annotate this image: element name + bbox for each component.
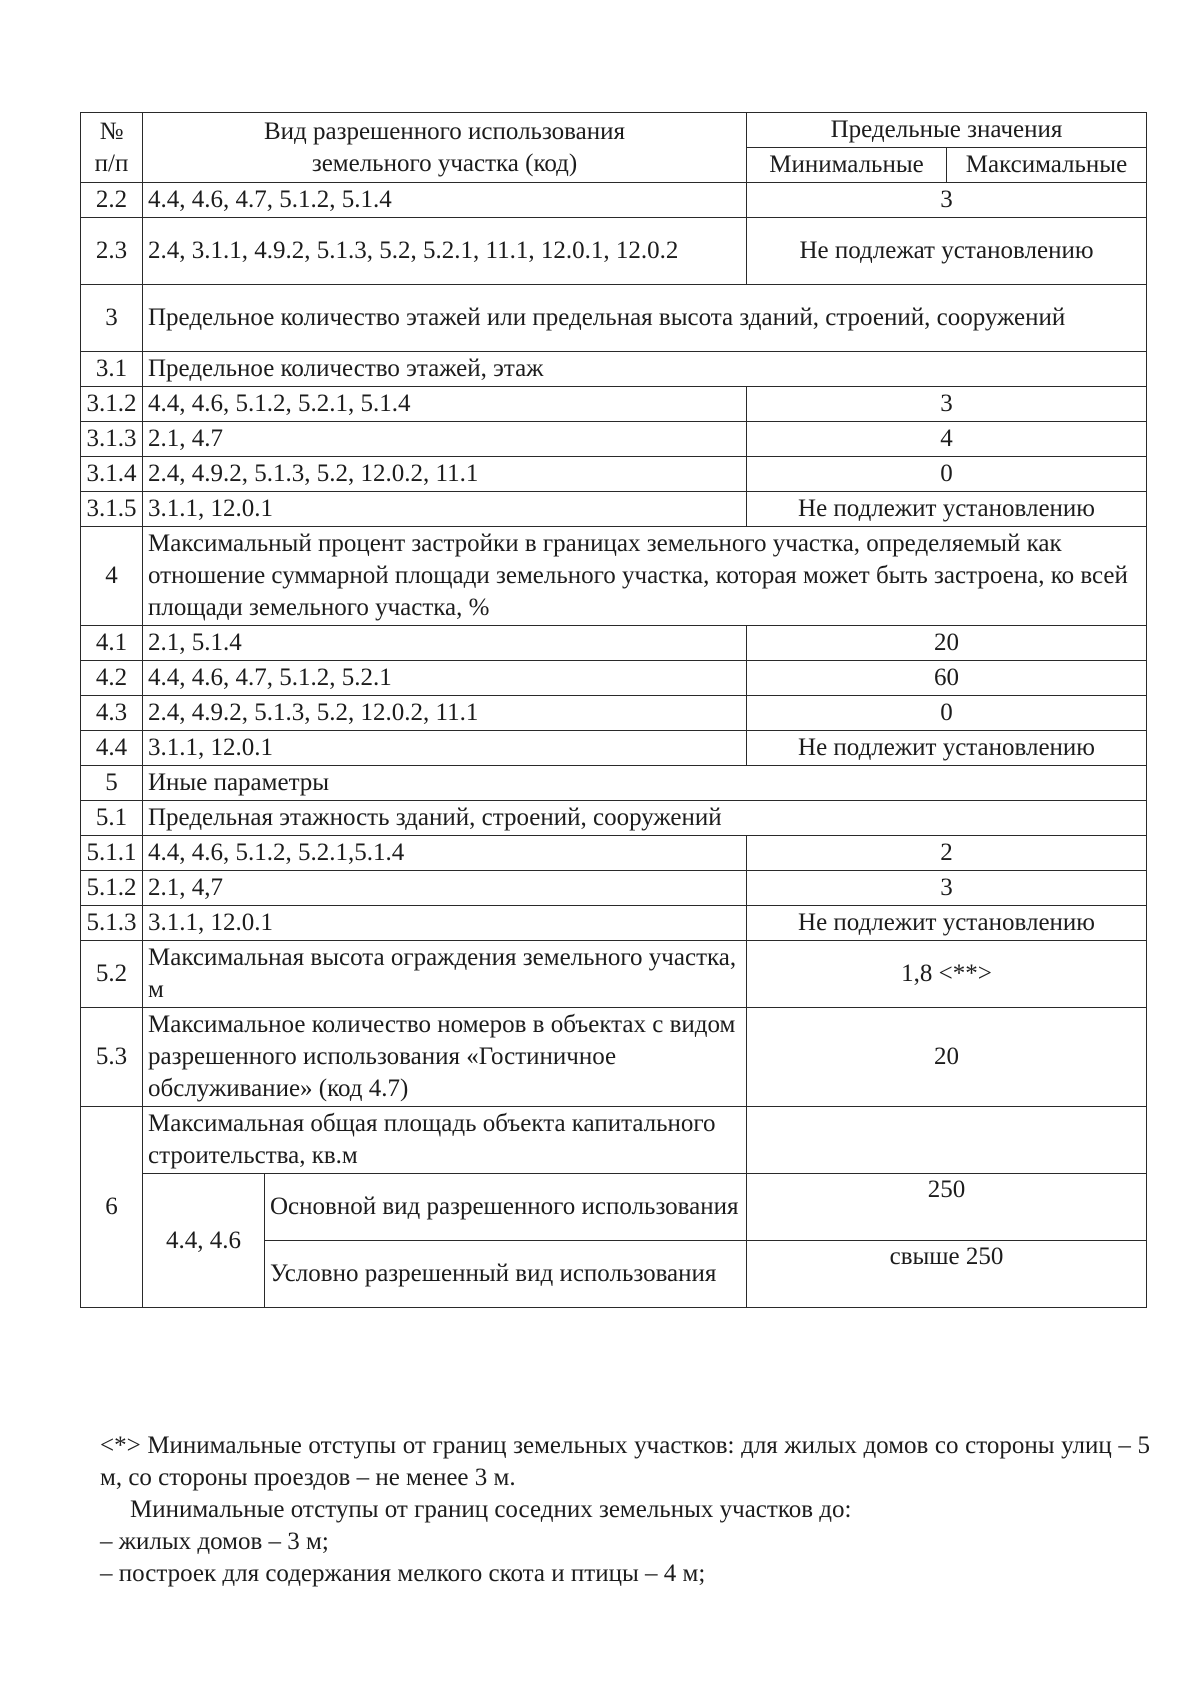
row-text: 2.1, 5.1.4 (143, 626, 747, 661)
row-number: 3.1.5 (81, 492, 143, 527)
row-text: Максимальная общая площадь объекта капитального строительства, кв.м (143, 1107, 747, 1174)
table-row (81, 527, 1147, 626)
row-text: Предельная этажность зданий, строений, сооружений (143, 801, 1147, 836)
row-number: 5.1 (81, 801, 143, 836)
row-value: 4 (747, 422, 1147, 457)
table-row (81, 218, 1147, 285)
table-row (81, 941, 1147, 1008)
row-number: 3.1.3 (81, 422, 143, 457)
row-number: 4.2 (81, 661, 143, 696)
row-text: Максимальный процент застройки в границах земельного участка, определяемый как отношение суммарной площади земельного участка, которая может быть застроена, ко всей площади земельного участка, % (143, 527, 1147, 626)
table-row (81, 626, 1147, 661)
row-value: 0 (747, 457, 1147, 492)
row-value: Не подлежат установлению (747, 218, 1147, 285)
table-row (81, 766, 1147, 801)
row-text: 2.4, 4.9.2, 5.1.3, 5.2, 12.0.2, 11.1 (143, 696, 747, 731)
row-value: 3 (747, 871, 1147, 906)
row-number: 5.2 (81, 941, 143, 1008)
table-row (81, 387, 1147, 422)
row-value: 3 (747, 183, 1147, 218)
row-number: 6 (81, 1107, 143, 1308)
table-row (81, 836, 1147, 871)
row-text: Иные параметры (143, 766, 1147, 801)
table-row (81, 457, 1147, 492)
row-number: 5.1.1 (81, 836, 143, 871)
row-number: 3 (81, 285, 143, 352)
header-max: Максимальные (947, 148, 1147, 183)
header-number: № п/п (81, 113, 143, 183)
row-value: 3 (747, 387, 1147, 422)
row-number: 5 (81, 766, 143, 801)
row-text: 2.4, 3.1.1, 4.9.2, 5.1.3, 5.2, 5.2.1, 11.1, 12.0.1, 12.0.2 (143, 218, 747, 285)
row-codes: 4.4, 4.6 (143, 1174, 265, 1308)
row-number: 5.1.2 (81, 871, 143, 906)
subrow-value: свыше 250 (747, 1241, 1147, 1308)
table-row (81, 492, 1147, 527)
row-value: Не подлежит установлению (747, 906, 1147, 941)
footnote-neighbors: Минимальные отступы от границ соседних земельных участков до: (130, 1496, 852, 1523)
parameters-table (80, 112, 1147, 1308)
row-value: 1,8 <**> (747, 941, 1147, 1008)
row-number: 4 (81, 527, 143, 626)
footnote-setbacks: <*> Минимальные отступы от границ земельных участков: для жилых домов со стороны улиц – 5 м, со стороны проездов – не менее 3 м. (100, 1432, 1150, 1491)
table-row (81, 661, 1147, 696)
row-number: 3.1 (81, 352, 143, 387)
footnote-list-item: – построек для содержания мелкого скота и птицы – 4 м; (100, 1560, 706, 1587)
subrow-value: 250 (747, 1174, 1147, 1241)
row-text: 4.4, 4.6, 5.1.2, 5.2.1,5.1.4 (143, 836, 747, 871)
header-use-type: Вид разрешенного использования земельного участка (код) (143, 113, 747, 183)
row-number: 5.1.3 (81, 906, 143, 941)
row-value: 20 (747, 1008, 1147, 1107)
row-text: 4.4, 4.6, 4.7, 5.1.2, 5.2.1 (143, 661, 747, 696)
table-row (81, 352, 1147, 387)
row-value: 2 (747, 836, 1147, 871)
table-row (81, 801, 1147, 836)
row-text: 2.1, 4,7 (143, 871, 747, 906)
subrow-label: Основной вид разрешенного использования (265, 1174, 747, 1241)
row-text: 4.4, 4.6, 5.1.2, 5.2.1, 5.1.4 (143, 387, 747, 422)
row-number: 5.3 (81, 1008, 143, 1107)
table-row (81, 1174, 1147, 1241)
footnotes (100, 1430, 1150, 1590)
row-text: 3.1.1, 12.0.1 (143, 731, 747, 766)
table-row (81, 871, 1147, 906)
row-number: 4.3 (81, 696, 143, 731)
row-text: Максимальное количество номеров в объектах с видом разрешенного использования «Гостиничное обслуживание» (код 4.7) (143, 1008, 747, 1107)
header-limit-values: Предельные значения (747, 113, 1147, 148)
row-value: Не подлежит установлению (747, 731, 1147, 766)
row-number: 2.3 (81, 218, 143, 285)
row-number: 3.1.2 (81, 387, 143, 422)
row-text: 2.1, 4.7 (143, 422, 747, 457)
table-row (81, 285, 1147, 352)
table-row (81, 422, 1147, 457)
footnote-list-item: – жилых домов – 3 м; (100, 1528, 329, 1555)
table-row (81, 1107, 1147, 1174)
table-row (81, 183, 1147, 218)
row-value: 60 (747, 661, 1147, 696)
row-text: 3.1.1, 12.0.1 (143, 492, 747, 527)
table-row (81, 1008, 1147, 1107)
row-text: Максимальная высота ограждения земельного участка, м (143, 941, 747, 1008)
table-row (81, 906, 1147, 941)
table-row (81, 731, 1147, 766)
row-number: 4.4 (81, 731, 143, 766)
row-value: 20 (747, 626, 1147, 661)
table-row (81, 696, 1147, 731)
header-min: Минимальные (747, 148, 947, 183)
row-number: 3.1.4 (81, 457, 143, 492)
row-value: 0 (747, 696, 1147, 731)
subrow-label: Условно разрешенный вид использования (265, 1241, 747, 1308)
row-value: Не подлежит установлению (747, 492, 1147, 527)
row-number: 2.2 (81, 183, 143, 218)
row-value-empty (747, 1107, 1147, 1174)
row-text: Предельное количество этажей, этаж (143, 352, 1147, 387)
row-text: 3.1.1, 12.0.1 (143, 906, 747, 941)
row-number: 4.1 (81, 626, 143, 661)
table-header-row (81, 113, 1147, 148)
row-text: 4.4, 4.6, 4.7, 5.1.2, 5.1.4 (143, 183, 747, 218)
row-text: 2.4, 4.9.2, 5.1.3, 5.2, 12.0.2, 11.1 (143, 457, 747, 492)
row-text: Предельное количество этажей или предельная высота зданий, строений, сооружений (143, 285, 1147, 352)
